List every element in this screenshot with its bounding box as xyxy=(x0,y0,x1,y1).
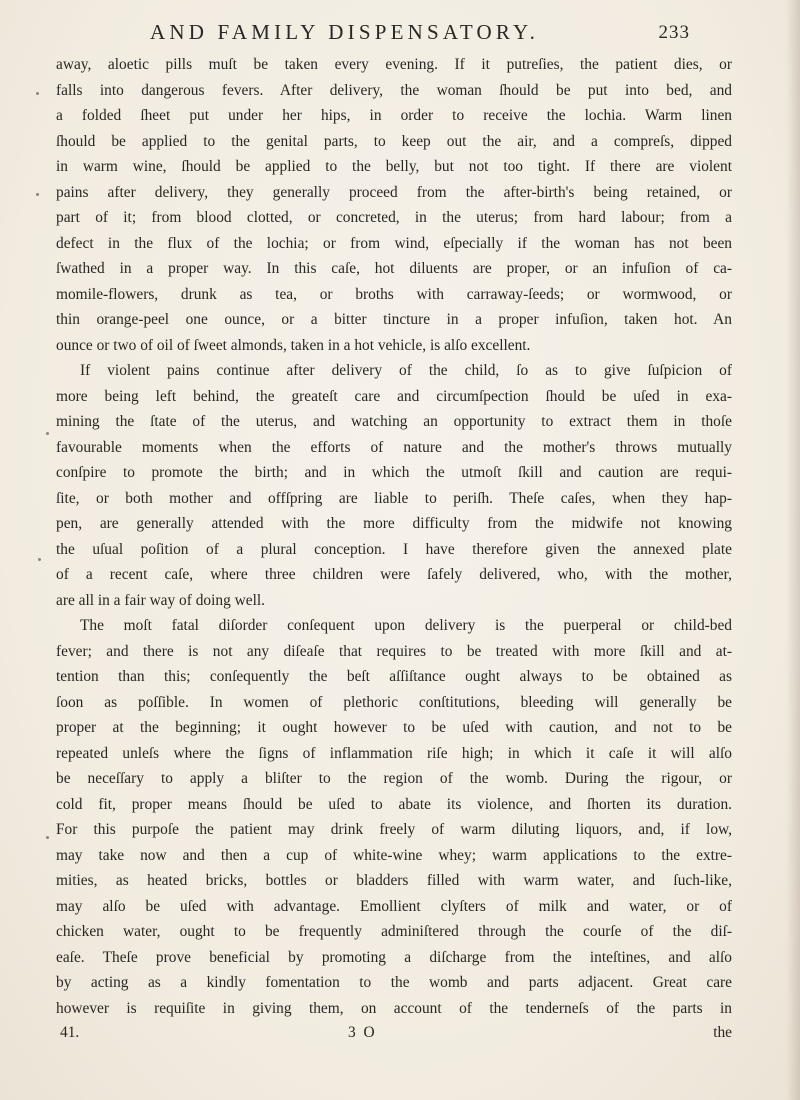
text-line: eaſe. Theſe prove beneficial by promoting a diſcharge from the inteſtines, and alſo xyxy=(56,948,732,966)
text-line: the uſual poſition of a plural conception. I have therefore given the annexed plate xyxy=(56,540,732,558)
text-line: away, aloetic pills muſt be taken every evening. If it putreſies, the patient dies, or xyxy=(56,56,732,73)
page-edge-shadow xyxy=(786,0,800,1100)
gathering-mark: 3 O xyxy=(348,1024,377,1041)
text-line: a folded ſheet put under her hips, in order to receive the lochia. Warm linen xyxy=(56,107,732,124)
page-number: 233 xyxy=(658,22,690,43)
catchword: the xyxy=(713,1024,732,1041)
text-line: tention than this; conſequently the beſt aſſiſtance ought always to be obtained as xyxy=(56,668,732,685)
text-line: however is requiſite in giving them, on account of the tenderneſs of the parts in xyxy=(56,999,732,1017)
margin-speck xyxy=(36,193,39,196)
page-footer xyxy=(56,1020,732,1046)
text-line: by acting as a kindly fomentation to the womb and parts adjacent. Great care xyxy=(56,974,732,991)
text-line: mities, as heated bricks, bottles or bladders filled with warm water, and ſuch-like, xyxy=(56,872,732,889)
paragraph-start-line: If violent pains continue after delivery of the child, ſo as to give ſuſpicion of xyxy=(80,362,732,379)
text-line: fever; and there is not any diſeaſe that requires to be treated with more ſkill and at- xyxy=(56,642,732,660)
margin-speck xyxy=(46,432,49,435)
text-line: be neceſſary to apply a bliſter to the region of the womb. During the rigour, or xyxy=(56,770,732,787)
text-line: falls into dangerous fevers. After delivery, the woman ſhould be put into bed, and xyxy=(56,81,732,99)
text-line: repeated unleſs where the ſigns of inflammation riſe high; in which it caſe it will alſo xyxy=(56,744,732,762)
margin-speck xyxy=(38,558,41,561)
text-line: may take now and then a cup of white-wine whey; warm applications to the extre- xyxy=(56,846,732,864)
text-line: defect in the flux of the lochia; or from wind, eſpecially if the woman has not been xyxy=(56,234,732,252)
page-header xyxy=(150,20,690,50)
text-line: part of it; from blood clotted, or concreted, in the uterus; from hard labour; from a xyxy=(56,209,732,226)
text-line: mining the ſtate of the uterus, and watching an opportunity to extract them in thoſe xyxy=(56,413,732,430)
running-head: AND FAMILY DISPENSATORY. xyxy=(150,20,540,44)
text-line: ſhould be applied to the genital parts, to keep out the air, and a compreſs, dipped xyxy=(56,132,732,150)
text-line: cold fit, proper means ſhould be uſed to abate its violence, and ſhorten its duration. xyxy=(56,795,732,813)
text-line: ſite, or both mother and offſpring are liable to periſh. Theſe caſes, when they hap- xyxy=(56,489,732,507)
margin-speck xyxy=(46,836,49,839)
body-text xyxy=(56,52,732,1021)
text-line: ounce or two of oil of ſweet almonds, taken in a hot vehicle, is alſo excellent. xyxy=(56,336,531,354)
text-line: pen, are generally attended with the more difficulty from the midwife not knowing xyxy=(56,515,732,532)
text-line: ſoon as poſſible. In women of plethoric conſtitutions, bleeding will generally be xyxy=(56,693,732,711)
text-line: may alſo be uſed with advantage. Emollient clyſters of milk and water, or of xyxy=(56,897,732,915)
text-line: thin orange-peel one ounce, or a bitter tincture in a proper infuſion, taken hot. An xyxy=(56,311,732,328)
text-line: pains after delivery, they generally proceed from the after-birth's being retained, or xyxy=(56,183,732,201)
signature-mark: 41. xyxy=(60,1024,80,1041)
text-line: momile-flowers, drunk as tea, or broths with carraway-ſeeds; or wormwood, or xyxy=(56,285,732,303)
text-line: proper at the beginning; it ought however to be uſed with caution, and not to be xyxy=(56,719,732,736)
text-line: chicken water, ought to be frequently adminiſtered through the courſe of the diſ- xyxy=(56,923,732,940)
text-line: of a recent caſe, where three children were ſafely delivered, who, with the mother, xyxy=(56,566,732,583)
text-line: more being left behind, the greateſt care and circumſpection ſhould be uſed in exa- xyxy=(56,387,732,405)
text-line: ſwathed in a proper way. In this caſe, hot diluents are proper, or an infuſion of ca- xyxy=(56,260,732,277)
paragraph-start-line: The moſt fatal diſorder conſequent upon delivery is the puerperal or child-bed xyxy=(80,617,732,634)
margin-speck xyxy=(36,92,39,95)
text-line: For this purpoſe the patient may drink freely of warm diluting liquors, and, if low, xyxy=(56,821,732,838)
text-line: conſpire to promote the birth; and in which the utmoſt ſkill and caution are requi- xyxy=(56,464,732,481)
text-line: favourable moments when the efforts of nature and the mother's throws mutually xyxy=(56,438,732,456)
text-line: are all in a fair way of doing well. xyxy=(56,591,265,609)
text-line: in warm wine, ſhould be applied to the belly, but not too tight. If there are violent xyxy=(56,158,732,175)
